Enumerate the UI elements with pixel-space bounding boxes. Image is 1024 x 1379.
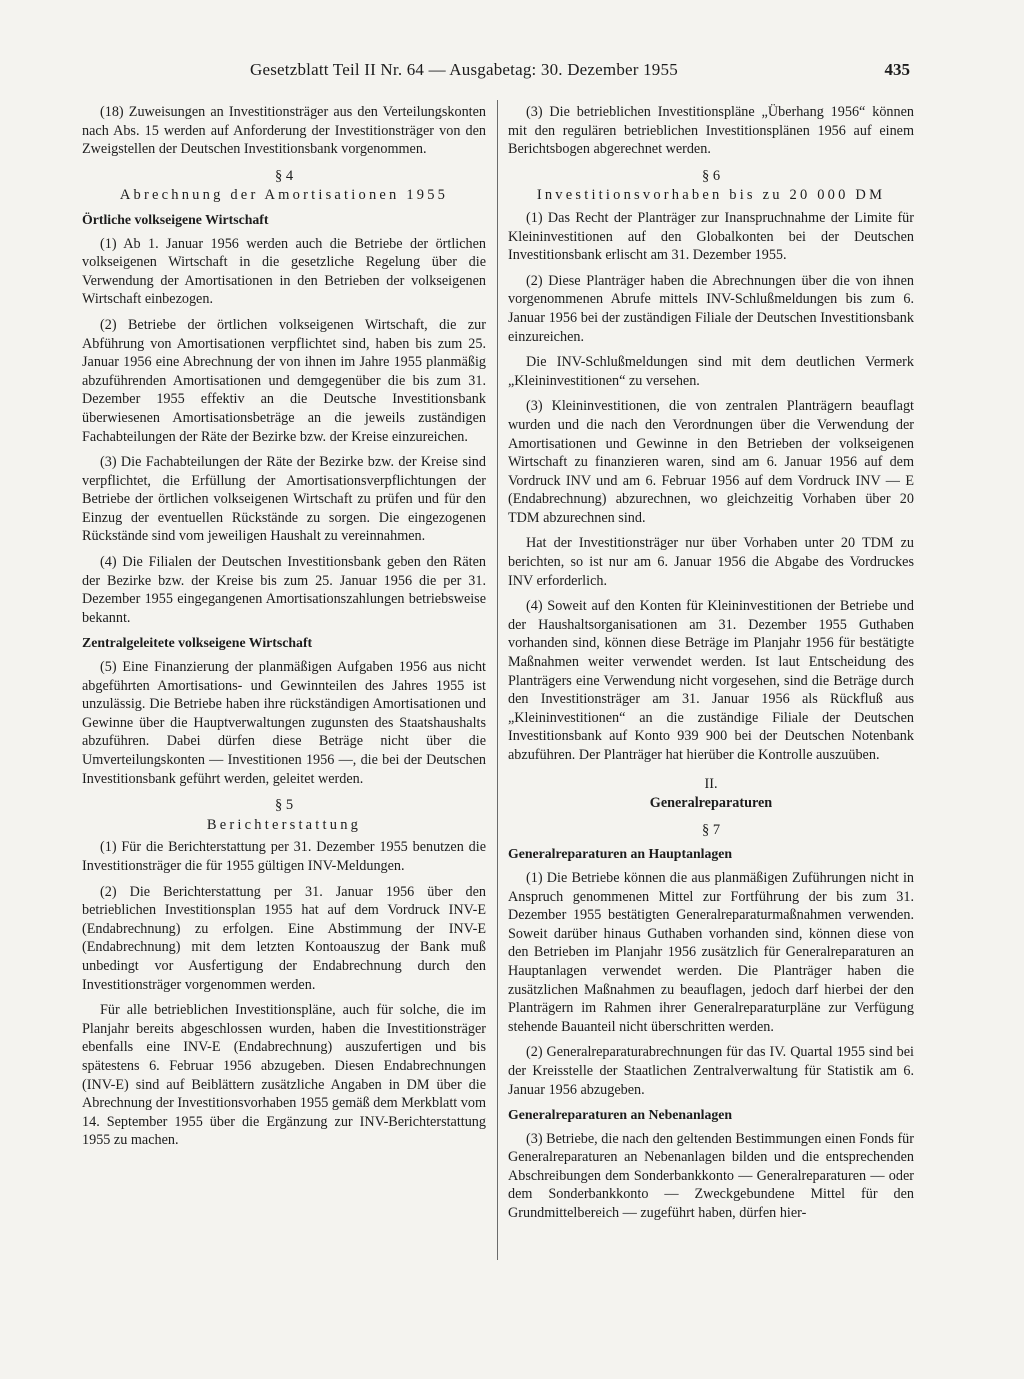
section-5-paragraph-4: (3) Die betrieblichen Investitionspläne „Überhang 1956“ können mit den regulären betrieblichen Investitionsplänen 1956 auf einem Berichtsbogen abgerechnet werden. [508,104,914,158]
section-6-title: Investitionsvorhaben bis zu 20 000 DM [536,187,886,204]
section-4-number: § 4 [274,167,294,184]
part-2-number: II. [704,775,718,792]
section-5-paragraph-1: (1) Für die Berichterstattung per 31. Dezember 1955 benutzen die Investitionsträger die für 1955 gültigen INV-Meldungen. [82,839,486,874]
section-6-paragraph-2: (2) Diese Planträger haben die Abrechnungen über die von ihnen vorgenommenen Abrufe mittels INV-Schlußmeldungen bis zum 6. Januar 1956 bei der zuständigen Filiale der Deutschen Investitionsbank einzureichen. [508,272,914,345]
section-5-paragraph-2: (2) Die Berichterstattung per 31. Januar 1956 über den betrieblichen Investitionsplan 1955 hat auf dem Vordruck INV-E (Endabrechnung) zu erfolgen. Eine Abstimmung der INV-E (Endabrechnung) mit dem letzten Kontoauszug der Bank muß unbedingt vor Ausfertigung der Endabrechnung durch den Investitionsträger vorgenommen werden. [82,883,486,993]
section-4-paragraph-1: (1) Ab 1. Januar 1956 werden auch die Betriebe der örtlichen volkseigenen Wirtschaft in die gesetzliche Regelung über die Verwendung der Amortisationen in den Betrieben der volkseigenen Wirtschaft einbezogen. [82,235,486,308]
section-4-title: Abrechnung der Amortisationen 1955 [119,187,449,204]
section-6-number: § 6 [701,167,721,184]
section-5-number: § 5 [274,797,294,814]
column-divider [497,100,498,1260]
page-number: 435 [884,60,910,79]
part-2-title: Generalreparaturen [649,795,773,812]
section-7-number: § 7 [701,821,721,838]
left-column [82,103,486,1157]
right-column [508,103,914,1230]
section-4-paragraph-5: (5) Eine Finanzierung der planmäßigen Aufgaben 1956 aus nicht abgeführten Amortisations- und Gewinnteilen des Jahres 1955 ist unzulässig. Die Betriebe haben ihre rückständigen Amortisationen und Gewinne über die Hauptverwaltungen zugunsten des Staatshaushalts abzuführen. Dabei dürfen diese Beträge nicht über die Umverteilungskonten — Investitionen 1956 —, die bei der Deutschen Investitionsbank geführt werden, geleitet werden. [82,659,486,787]
section-6-paragraph-2b: Die INV-Schlußmeldungen sind mit dem deutlichen Vermerk „Kleininvestitionen“ zu versehen. [508,354,914,389]
section-7-paragraph-2: (2) Generalreparaturabrechnungen für das IV. Quartal 1955 sind bei der Kreisstelle der Staatlichen Zentralverwaltung für Statistik am 6. Januar 1956 abzugeben. [508,1044,914,1098]
section-4-paragraph-4: (4) Die Filialen der Deutschen Investitionsbank geben den Räten der Bezirke bzw. der Kreise bis zum 25. Januar 1956 die per 31. Dezember 1955 eingegangenen Amortisationszahlungen betriebsweise bekannt. [82,554,486,626]
running-title: Gesetzblatt Teil II Nr. 64 — Ausgabetag: 30. Dezember 1955 [250,60,678,79]
section-5-title: Berichterstattung [206,816,362,833]
section-4-paragraph-2: (2) Betriebe der örtlichen volkseigenen Wirtschaft, die zur Abführung von Amortisationen verpflichtet sind, haben bis zum 25. Januar 1956 eine Abrechnung der von ihnen im Jahre 1955 planmäßig abzuführenden Amortisationen und demgegenüber die bis zum 31. Dezember 1955 effektiv an die Deutsche Investitionsbank überwiesenen Amortisationsbeträge an die jeweils zuständigen Fachabteilungen der Räte der Bezirke bzw. der Kreise einzureichen. [82,316,486,445]
section-7-subheading-secondary: Generalreparaturen an Nebenanlagen [508,1107,733,1123]
section-7-paragraph-1: (1) Die Betriebe können die aus planmäßigen Zuführungen nicht in Anspruch genommenen Mittel zur Fortführung der bis zum 31. Dezember 1955 bestätigten Generalreparaturmaßnahmen verwenden. Soweit darüber hinaus Guthaben vorhanden sind, können diese von den Betrieben im Planjahr 1956 zusätzlich für Generalreparaturen an Hauptanlagen verwendet werden. Die Planträger haben die zusätzlichen Maßnahmen zu beauflagen, jedoch darf hierbei der den Planträgern im Rahmen ihrer Generalreparaturpläne zur Verfügung stehende Bauanteil nicht überschritten werden. [508,869,914,1035]
section-4-paragraph-3: (3) Die Fachabteilungen der Räte der Bezirke bzw. der Kreise sind verpflichtet, die Erfüllung der Amortisationsverpflichtungen der Betriebe der örtlichen volkseigenen Wirtschaft zu prüfen und für den Einzug der eventuellen Rückstände zu sorgen. Die eingezogenen Rückstände sind vom jeweiligen Haushalt zu vereinnahmen. [82,454,486,545]
section-6-paragraph-3b: Hat der Investitionsträger nur über Vorhaben unter 20 TDM zu berichten, so ist nur am 6. Januar 1956 die Abgabe des Vordruckes INV erforderlich. [508,535,914,589]
section-6-paragraph-3: (3) Kleininvestitionen, die von zentralen Planträgern beauflagt wurden und die nach den Verordnungen über die Verwendung der Amortisationen und Gewinne in den Betrieben der volkseigenen Wirtschaft zu finanzieren waren, sind am 6. Januar 1956 auf dem Vordruck INV und am 6. Februar 1956 auf dem Vordruck INV — E (Endabrechnung) abzurechnen, wo gleichzeitig Vorhaben über 20 TDM abzurechnen sind. [508,398,914,526]
section-6-paragraph-4: (4) Soweit auf den Konten für Kleininvestitionen der Betriebe und der Haushaltsorganisationen am 31. Dezember 1955 Guthaben vorhanden sind, können diese Beträge im Planjahr 1956 für bestätigte Maßnahmen weiter verwendet werden. Ist laut Entscheidung des Planträgers eine Verwendung nicht vorgesehen, sind die Beträge durch den Investitionsträger am 31. Januar 1956 als Rückfluß aus „Kleininvestitionen“ an die zuständige Filiale der Deutschen Investitionsbank auf Konto 939 900 bei der Deutschen Notenbank abzuführen. Der Planträger hat hierüber die Kontrolle auszuüben. [508,598,914,763]
section-6-paragraph-1: (1) Das Recht der Planträger zur Inanspruchnahme der Limite für Kleininvestitionen auf den Globalkonten bei der Deutschen Investitionsbank erlischt am 31. Dezember 1955. [508,209,914,264]
paragraph-18: (18) Zuweisungen an Investitionsträger aus den Verteilungskonten nach Abs. 15 werden auf Anforderung der Investitionsträger von den Zweigstellen der Deutschen Investitionsbank vorgenommen. [82,104,486,158]
page-header [100,60,916,84]
section-4-subheading-local: Örtliche volkseigene Wirtschaft [82,211,269,227]
section-4-subheading-central: Zentralgeleitete volkseigene Wirtschaft [82,635,313,651]
section-7-paragraph-3: (3) Betriebe, die nach den geltenden Bestimmungen einen Fonds für Generalreparaturen an Nebenanlagen bilden und die entsprechenden Abschreibungen dem Sonderbankkonto — Generalreparaturen — oder dem Sonderbankkonto — Zweckgebundene Mittel für den Grundmittelbereich — zugeführt haben, dürfen hier- [508,1130,914,1222]
section-5-paragraph-3: Für alle betrieblichen Investitionspläne, auch für solche, die im Planjahr bereits abgeschlossen wurden, haben die Investitionsträger ebenfalls eine INV-E (Endabrechnung) auszufertigen und bis spätestens 6. Februar 1956 abzugeben. Diesen Endabrechnungen (INV-E) sind auf Beiblättern zusätzliche Angaben in DM über die Abrechnung der Investitionsvorhaben 1955 gemäß dem Merkblatt vom 14. September 1955 über die Ergänzung zur INV-Berichterstattung 1955 zu machen. [82,1002,486,1149]
section-7-subheading-main: Generalreparaturen an Hauptanlagen [508,846,733,862]
